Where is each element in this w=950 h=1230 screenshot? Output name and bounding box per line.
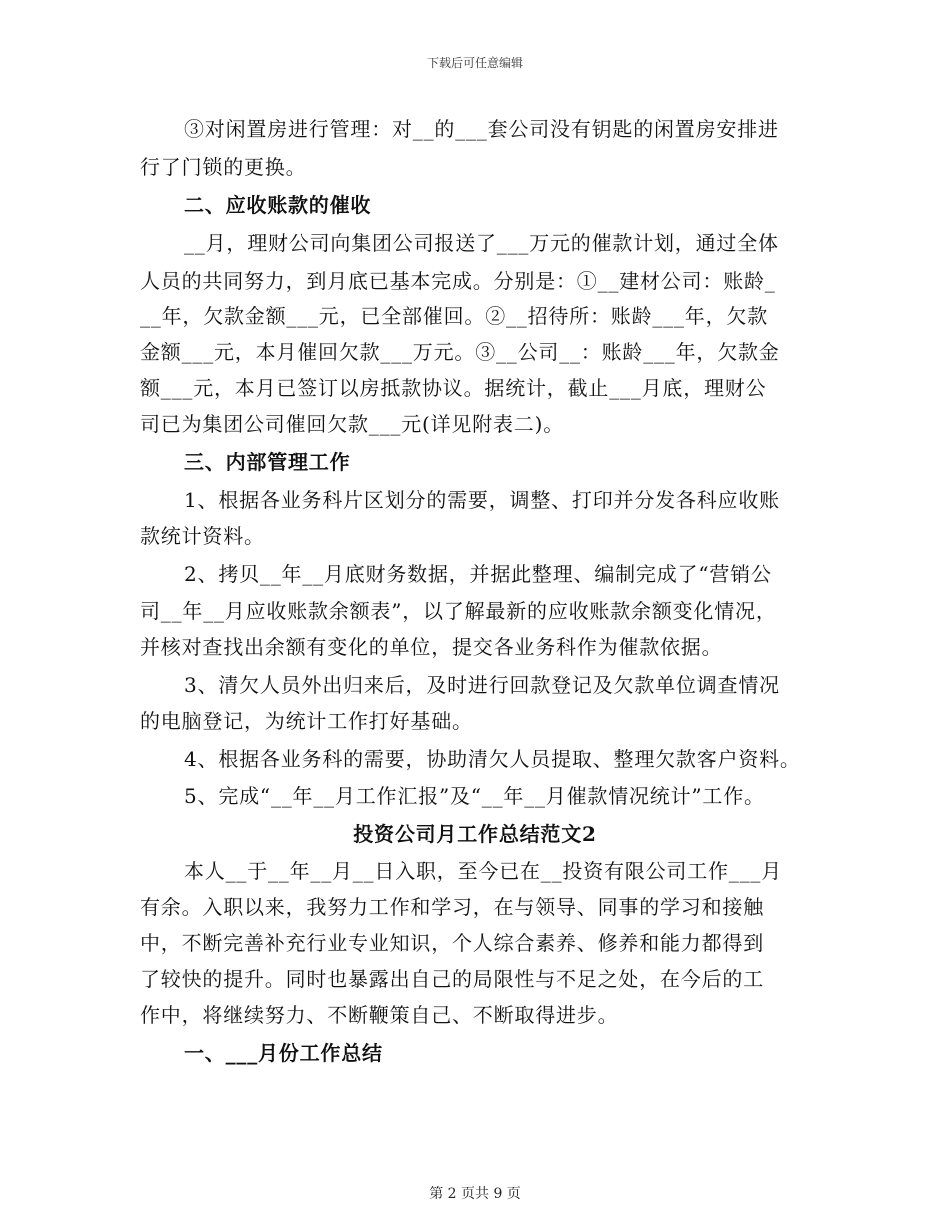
paragraph-line: 2、拷贝__年__月底财务数据，并据此整理、编制完成了“营销公 [184, 562, 772, 586]
section-heading: 二、应收账款的催收 [184, 193, 372, 217]
paragraph-line: 中，不断完善补充行业专业知识，个人综合素养、修养和能力都得到 [140, 931, 764, 955]
paragraph-line: 款统计资料。 [140, 524, 265, 548]
paragraph-line: ③对闲置房进行管理：对__的___套公司没有钥匙的闲置房安排进 [184, 117, 779, 141]
paragraph-line: 司__年__月应收账款余额表”，以了解最新的应收账款余额变化情况， [140, 599, 777, 623]
paragraph-line: 本人__于__年__月__日入职，至今已在__投资有限公司工作___月 [184, 859, 782, 883]
paragraph-line: 人员的共同努力，到月底已基本完成。分别是：①__建材公司：账龄_ [140, 269, 776, 293]
paragraph-line: 司已为集团公司催回欠款___元(详见附表二)。 [140, 412, 565, 436]
section-heading: 三、内部管理工作 [184, 450, 351, 474]
paragraph-line: __年，欠款金额___元，已全部催回。②__招待所：账龄___年，欠款 [140, 304, 768, 328]
page-footer: 第 2 页共 9 页 [429, 1186, 521, 1202]
paragraph-line: 的电脑登记，为统计工作打好基础。 [140, 709, 473, 733]
paragraph-line: 行了门锁的更换。 [140, 155, 307, 179]
paragraph-line: 了较快的提升。同时也暴露出自己的局限性与不足之处，在今后的工 [140, 967, 764, 991]
paragraph-line: 额___元，本月已签订以房抵款协议。据统计，截止___月底，理财公 [140, 376, 767, 400]
page-header: 下载后可任意编辑 [426, 56, 523, 70]
paragraph-line: 4、根据各业务科的需要，协助清欠人员提取、整理欠款客户资料。 [184, 747, 801, 771]
paragraph-line: 3、清欠人员外出归来后，及时进行回款登记及欠款单位调查情况 [184, 673, 780, 697]
article-title: 投资公司月工作总结范文2 [353, 822, 597, 846]
paragraph-line: 1、根据各业务科片区划分的需要，调整、打印并分发各科应收账 [184, 488, 780, 512]
section-heading: 一、___月份工作总结 [184, 1041, 383, 1065]
paragraph-line: 有余。入职以来，我努力工作和学习，在与领导、同事的学习和接触 [140, 895, 764, 919]
paragraph-line: 金额___元，本月催回欠款___万元。③__公司__：账龄___年，欠款金 [140, 340, 780, 364]
paragraph-line: 作中，将继续努力、不断鞭策自己、不断取得进步。 [140, 1003, 619, 1027]
paragraph-line: 5、完成“__年__月工作汇报”及“__年__月催款情况统计”工作。 [184, 784, 765, 808]
paragraph-line: 并核对查找出余额有变化的单位，提交各业务科作为催款依据。 [140, 635, 723, 659]
paragraph-line: __月，理财公司向集团公司报送了___万元的催款计划，通过全体 [184, 231, 779, 255]
